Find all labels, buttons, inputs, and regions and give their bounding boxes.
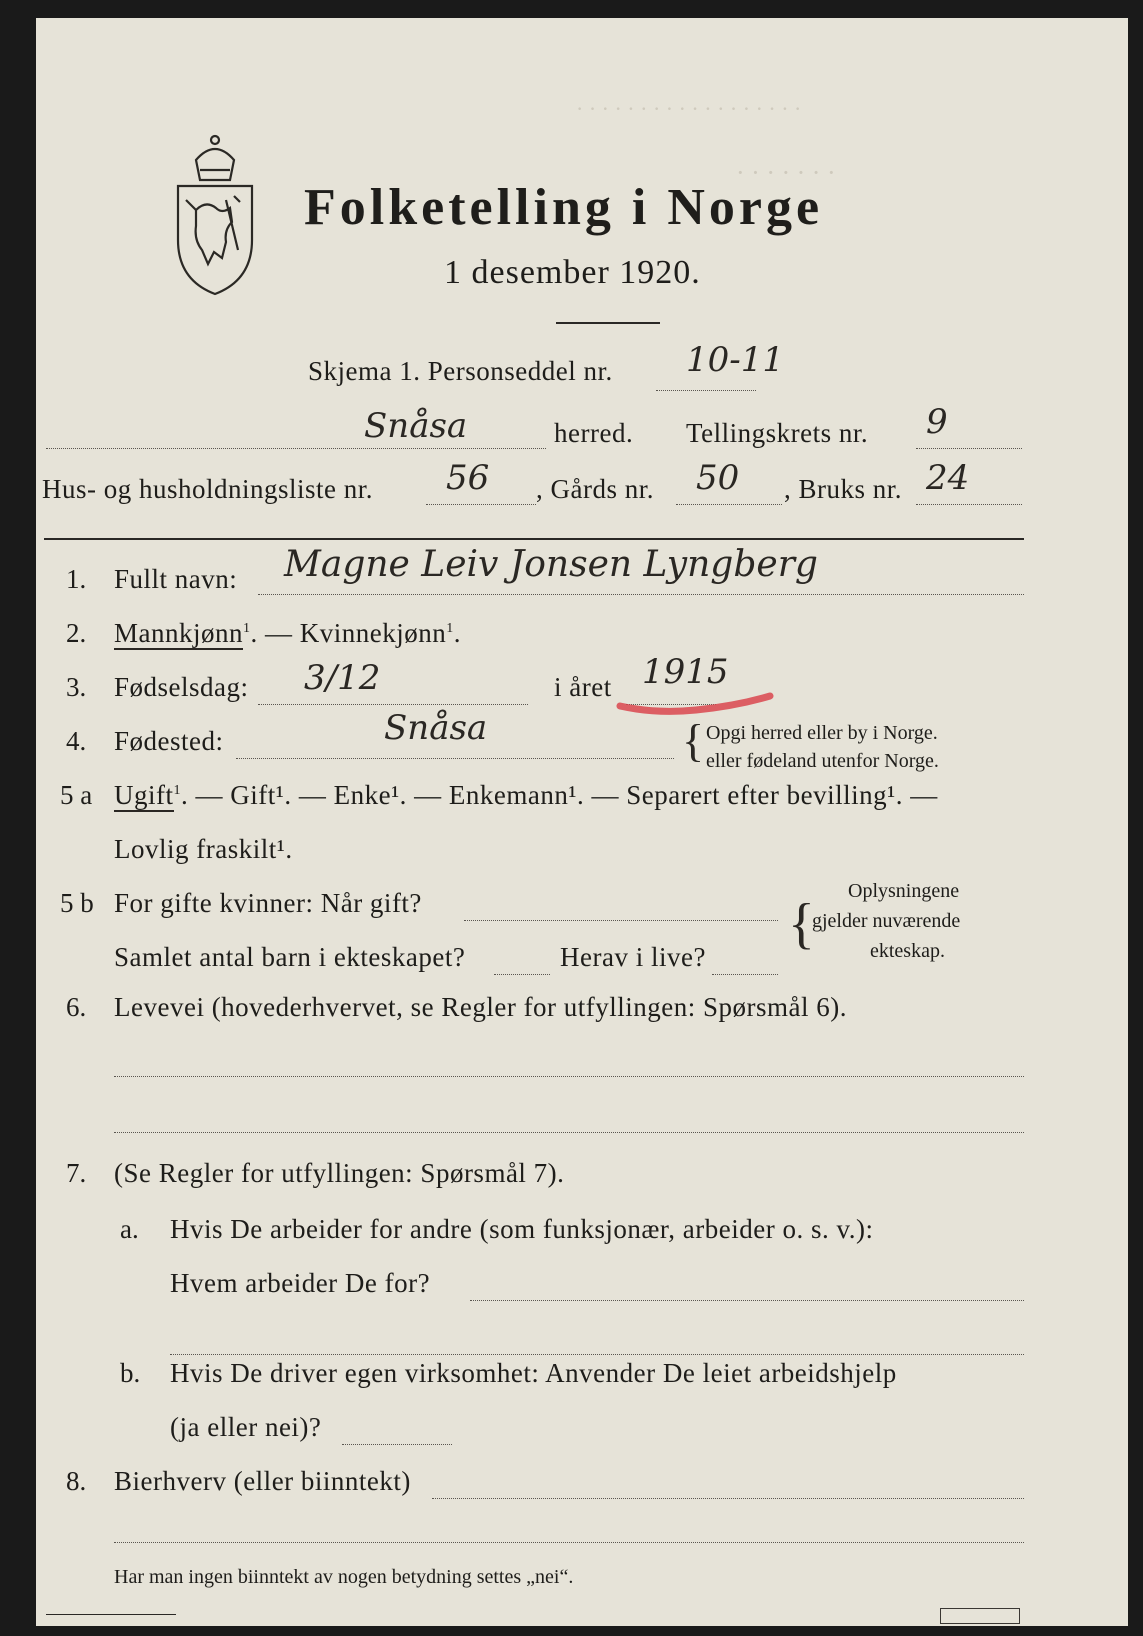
question-number: 7. bbox=[66, 1158, 87, 1188]
bleed-through-text: · · · · · · · bbox=[736, 158, 836, 187]
question-number: 6. bbox=[66, 992, 87, 1022]
q5b-label: For gifte kvinner: Når gift? bbox=[114, 888, 422, 918]
gards-field-line bbox=[676, 504, 782, 505]
question-number: 5 a bbox=[60, 780, 93, 810]
q4-note-line2: eller fødeland utenfor Norge. bbox=[706, 750, 939, 772]
hus-field-line bbox=[426, 504, 536, 505]
personseddel-nr-field[interactable]: 10-11 bbox=[686, 340, 785, 380]
birthday-field[interactable]: 3/12 bbox=[304, 658, 381, 698]
q5b-note1: Oplysningene bbox=[848, 880, 960, 902]
birthplace-field[interactable]: Snåsa bbox=[384, 708, 488, 748]
option-lovlig-fraskilt[interactable]: Lovlig fraskilt¹. bbox=[114, 834, 293, 864]
option-ugift[interactable]: Ugift bbox=[114, 780, 174, 810]
herred-label: herred. bbox=[554, 418, 634, 448]
q7-b-line2: (ja eller nei)? bbox=[170, 1412, 322, 1442]
marital-other-options: . — Gift¹. — Enke¹. — Enkemann¹. — Separert efter bevilling¹. — bbox=[181, 780, 938, 810]
tellingskrets-field[interactable]: 9 bbox=[926, 402, 948, 442]
header-rule bbox=[44, 538, 1024, 540]
q5b-married-field[interactable] bbox=[464, 920, 778, 921]
q8-field-line-2[interactable] bbox=[114, 1542, 1024, 1543]
q7-a-field-line-2[interactable] bbox=[170, 1354, 1024, 1355]
q6-field-line-1[interactable] bbox=[114, 1076, 1024, 1077]
herred-field-line bbox=[46, 448, 546, 449]
q7-a-number: a. bbox=[120, 1214, 139, 1244]
census-form bbox=[36, 18, 1128, 1626]
schema-label: Skjema 1. Personseddel nr. bbox=[308, 356, 613, 386]
q7-b-field-line[interactable] bbox=[342, 1444, 452, 1445]
q4-note-line1: Opgi herred eller by i Norge. bbox=[706, 722, 938, 744]
bruks-label: , Bruks nr. bbox=[784, 474, 903, 504]
title-divider bbox=[556, 322, 660, 324]
tellingskrets-field-line bbox=[916, 448, 1022, 449]
option-mannkjonn[interactable]: Mannkjønn bbox=[114, 618, 243, 648]
q8-label: Bierhverv (eller biinntekt) bbox=[114, 1466, 411, 1496]
bruks-field[interactable]: 24 bbox=[926, 458, 970, 498]
herred-field[interactable]: Snåsa bbox=[364, 406, 468, 446]
year-label: i året bbox=[554, 672, 612, 702]
question-number: 1. bbox=[66, 564, 87, 594]
hus-field[interactable]: 56 bbox=[446, 458, 490, 498]
bleed-through-text: · · · · · · · · · · · · · · · · · · bbox=[576, 96, 802, 121]
q7-a-line1: Hvis De arbeider for andre (som funksjonær, arbeider o. s. v.): bbox=[170, 1214, 874, 1244]
full-name-field[interactable]: Magne Leiv Jonsen Lyngberg bbox=[284, 544, 818, 585]
q7-a-field-line[interactable] bbox=[470, 1300, 1024, 1301]
q5b-alive-field[interactable] bbox=[712, 974, 778, 975]
note-brace: { bbox=[788, 893, 815, 955]
bruks-field-line bbox=[916, 504, 1022, 505]
tellingskrets-label: Tellingskrets nr. bbox=[686, 418, 869, 448]
q7-a-line2: Hvem arbeider De for? bbox=[170, 1268, 431, 1298]
q7-b-number: b. bbox=[120, 1358, 141, 1388]
option-end: . bbox=[453, 618, 461, 648]
q5b-children-field[interactable] bbox=[494, 974, 550, 975]
option-separator: . — bbox=[250, 618, 300, 648]
question-number: 3. bbox=[66, 672, 87, 702]
q6-field-line-2[interactable] bbox=[114, 1132, 1024, 1133]
gards-label: , Gårds nr. bbox=[536, 474, 654, 504]
q8-field-line[interactable] bbox=[432, 1498, 1024, 1499]
birth-year-field[interactable]: 1915 bbox=[642, 652, 729, 692]
q5b-children-label: Samlet antal barn i ekteskapet? bbox=[114, 942, 466, 972]
q4-label: Fødested: bbox=[114, 726, 224, 756]
q1-label: Fullt navn: bbox=[114, 564, 238, 594]
option-kvinnekjonn[interactable]: Kvinnekjønn bbox=[299, 618, 447, 648]
q5b-note3: ekteskap. bbox=[870, 940, 945, 962]
q4-field-line bbox=[236, 758, 674, 759]
question-number: 5 b bbox=[60, 888, 94, 918]
q5b-note2: gjelder nuværende bbox=[812, 910, 961, 932]
question-number: 8. bbox=[66, 1466, 87, 1496]
census-date: 1 desember 1920. bbox=[444, 254, 701, 291]
marital-status-options: Ugift$^1$. — Gift¹. — Enke¹. — Enkemann¹. — Separert efter bevilling¹. — bbox=[114, 780, 938, 810]
q1-field-line bbox=[258, 594, 1024, 595]
question-number: 4. bbox=[66, 726, 87, 756]
note-brace: { bbox=[682, 715, 705, 766]
question-number: 2. bbox=[66, 618, 87, 648]
q7-label: (Se Regler for utfyllingen: Spørsmål 7). bbox=[114, 1158, 565, 1188]
personseddel-field-line bbox=[656, 390, 756, 391]
q7-b-line1: Hvis De driver egen virksomhet: Anvender De leiet arbeidshjelp bbox=[170, 1358, 897, 1388]
q3-field-line bbox=[258, 704, 528, 705]
coat-of-arms-icon bbox=[166, 130, 264, 303]
footnote-rule bbox=[46, 1614, 176, 1615]
gards-field[interactable]: 50 bbox=[696, 458, 740, 498]
form-title: Folketelling i Norge bbox=[304, 179, 824, 236]
q6-label: Levevei (hovederhvervet, se Regler for utfyllingen: Spørsmål 6). bbox=[114, 992, 848, 1022]
q5b-alive-label: Herav i live? bbox=[560, 942, 706, 972]
printer-stamp bbox=[940, 1608, 1020, 1624]
footer-note: Har man ingen biinntekt av nogen betydning settes „nei“. bbox=[114, 1566, 574, 1588]
gender-options: Mannkjønn$^1$. — Kvinnekjønn$^1$. bbox=[114, 618, 461, 648]
q3-label: Fødselsdag: bbox=[114, 672, 249, 702]
hus-label: Hus- og husholdningsliste nr. bbox=[42, 474, 374, 504]
